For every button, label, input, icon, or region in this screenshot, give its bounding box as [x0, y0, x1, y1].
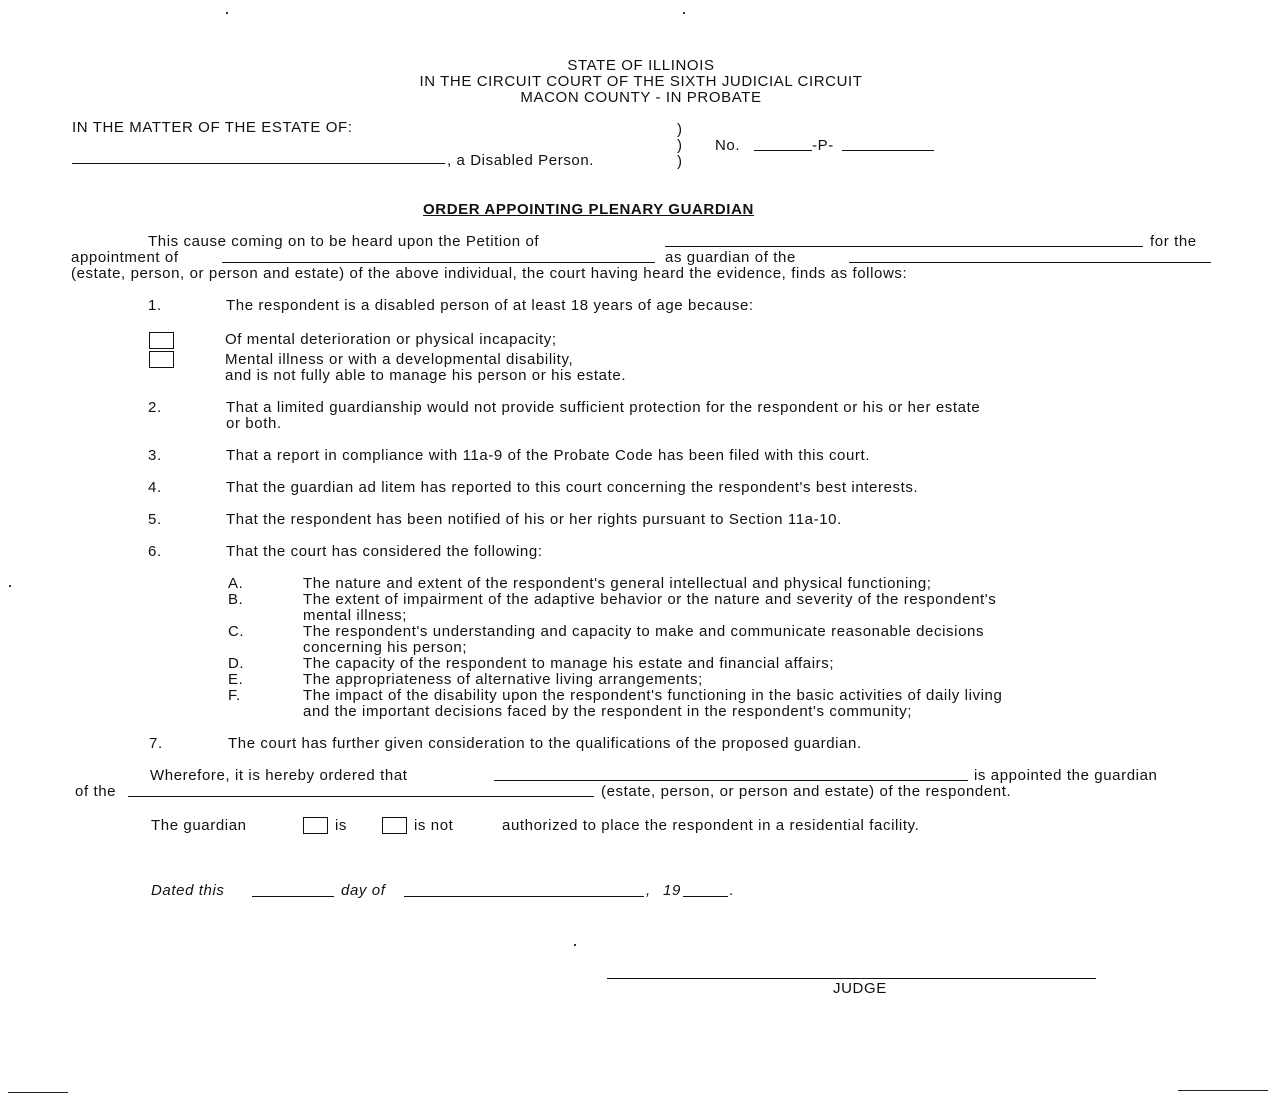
judge-label: JUDGE	[833, 980, 887, 997]
finding-num: 6.	[148, 543, 162, 560]
guardian-label: The guardian	[151, 817, 247, 834]
consideration-letter: F.	[228, 687, 241, 704]
caption-paren: )	[677, 137, 683, 154]
case-p-label: -P-	[812, 137, 834, 154]
as-guardian-label: as guardian of the	[665, 249, 796, 266]
day-field[interactable]	[252, 896, 334, 897]
consideration-text: mental illness;	[303, 607, 408, 624]
consideration-text: The impact of the disability upon the respondent's functioning in the basic activities of daily living	[303, 687, 1003, 704]
consideration-letter: E.	[228, 671, 244, 688]
intro-line-1: This cause coming on to be heard upon the Petition of	[148, 233, 540, 250]
case-no-field-1[interactable]	[754, 150, 812, 151]
appointee-field[interactable]	[222, 262, 655, 263]
finding-num: 4.	[148, 479, 162, 496]
finding-text: That the guardian ad litem has reported to this court concerning the respondent's best interests.	[226, 479, 919, 496]
finding-num: 1.	[148, 297, 162, 314]
consideration-letter: B.	[228, 591, 244, 608]
finding-text-continuation: or both.	[226, 415, 282, 432]
authorized-text: authorized to place the respondent in a residential facility.	[502, 817, 920, 834]
date-period: .	[729, 882, 734, 899]
consideration-text: and the important decisions faced by the respondent in the respondent's community;	[303, 703, 913, 720]
reason-continuation: and is not fully able to manage his person or his estate.	[225, 367, 627, 384]
finding-num: 7.	[149, 735, 163, 752]
wherefore-label: Wherefore, it is hereby ordered that	[150, 767, 408, 784]
appointed-label: is appointed the guardian	[974, 767, 1158, 784]
consideration-text: The extent of impairment of the adaptive behavior or the nature and severity of the respondent's	[303, 591, 997, 608]
reason-option-1: Of mental deterioration or physical incapacity;	[225, 331, 557, 348]
reason-option-2: Mental illness or with a developmental disability,	[225, 351, 574, 368]
dated-this-label: Dated this	[151, 882, 225, 899]
for-the-label: for the	[1150, 233, 1197, 250]
matter-label: IN THE MATTER OF THE ESTATE OF:	[72, 119, 353, 136]
finding-num: 5.	[148, 511, 162, 528]
reason-checkbox-2[interactable]	[149, 351, 174, 368]
consideration-text: The respondent's understanding and capacity to make and communicate reasonable decisions	[303, 623, 985, 640]
appointed-guardian-field[interactable]	[494, 780, 968, 781]
day-of-label: day of	[341, 882, 386, 899]
consideration-letter: C.	[228, 623, 245, 640]
caption-paren: )	[677, 121, 683, 138]
year-field[interactable]	[683, 896, 728, 897]
of-the-label: of the	[75, 783, 117, 800]
scan-speck	[574, 944, 576, 946]
consideration-text: The capacity of the respondent to manage his estate and financial affairs;	[303, 655, 835, 672]
scan-artifact	[1178, 1090, 1268, 1091]
disabled-person-label: , a Disabled Person.	[447, 152, 595, 169]
caption-paren: )	[677, 153, 683, 170]
scan-speck	[683, 12, 685, 14]
appointment-of-label: appointment of	[71, 249, 179, 266]
intro-line-3: (estate, person, or person and estate) of the above individual, the court having heard the evidence, finds as follows:	[71, 265, 908, 282]
month-field[interactable]	[404, 896, 644, 897]
consideration-letter: A.	[228, 575, 244, 592]
guardianship-scope-field[interactable]	[128, 796, 594, 797]
consideration-text: The appropriateness of alternative living arrangements;	[303, 671, 703, 688]
consideration-letter: D.	[228, 655, 245, 672]
finding-text: That the respondent has been notified of his or her rights pursuant to Section 11a-10.	[226, 511, 842, 528]
header-state: STATE OF ILLINOIS	[567, 57, 715, 74]
petitioner-field[interactable]	[665, 246, 1143, 247]
is-label: is	[335, 817, 348, 834]
case-no-field-2[interactable]	[842, 150, 934, 151]
is-checkbox[interactable]	[303, 817, 328, 834]
header-court: IN THE CIRCUIT COURT OF THE SIXTH JUDICIAL CIRCUIT	[419, 73, 863, 90]
guardian-type-field[interactable]	[849, 262, 1211, 263]
consideration-text: The nature and extent of the respondent's general intellectual and physical functioning;	[303, 575, 932, 592]
header-county: MACON COUNTY - IN PROBATE	[520, 89, 762, 106]
finding-text: That a limited guardianship would not provide sufficient protection for the respondent or his or her estate	[226, 399, 981, 416]
estate-name-field[interactable]	[72, 163, 445, 164]
finding-text: The respondent is a disabled person of at least 18 years of age because:	[226, 297, 754, 314]
finding-num: 3.	[148, 447, 162, 464]
scan-speck	[226, 12, 228, 14]
order-title: ORDER APPOINTING PLENARY GUARDIAN	[423, 201, 754, 218]
reason-checkbox-1[interactable]	[149, 332, 174, 349]
estate-scope-text: (estate, person, or person and estate) of the respondent.	[601, 783, 1012, 800]
judge-signature-line[interactable]	[607, 978, 1096, 979]
case-no-label: No.	[715, 137, 741, 154]
date-comma: ,	[646, 882, 651, 899]
is-not-label: is not	[414, 817, 454, 834]
finding-text: That a report in compliance with 11a-9 of the Probate Code has been filed with this court.	[226, 447, 871, 464]
consideration-text: concerning his person;	[303, 639, 468, 656]
year-prefix: 19	[663, 882, 681, 899]
finding-text: The court has further given consideration to the qualifications of the proposed guardian.	[228, 735, 862, 752]
is-not-checkbox[interactable]	[382, 817, 407, 834]
finding-text: That the court has considered the following:	[226, 543, 543, 560]
finding-num: 2.	[148, 399, 162, 416]
scan-artifact	[8, 1092, 68, 1093]
scan-speck	[9, 585, 11, 587]
